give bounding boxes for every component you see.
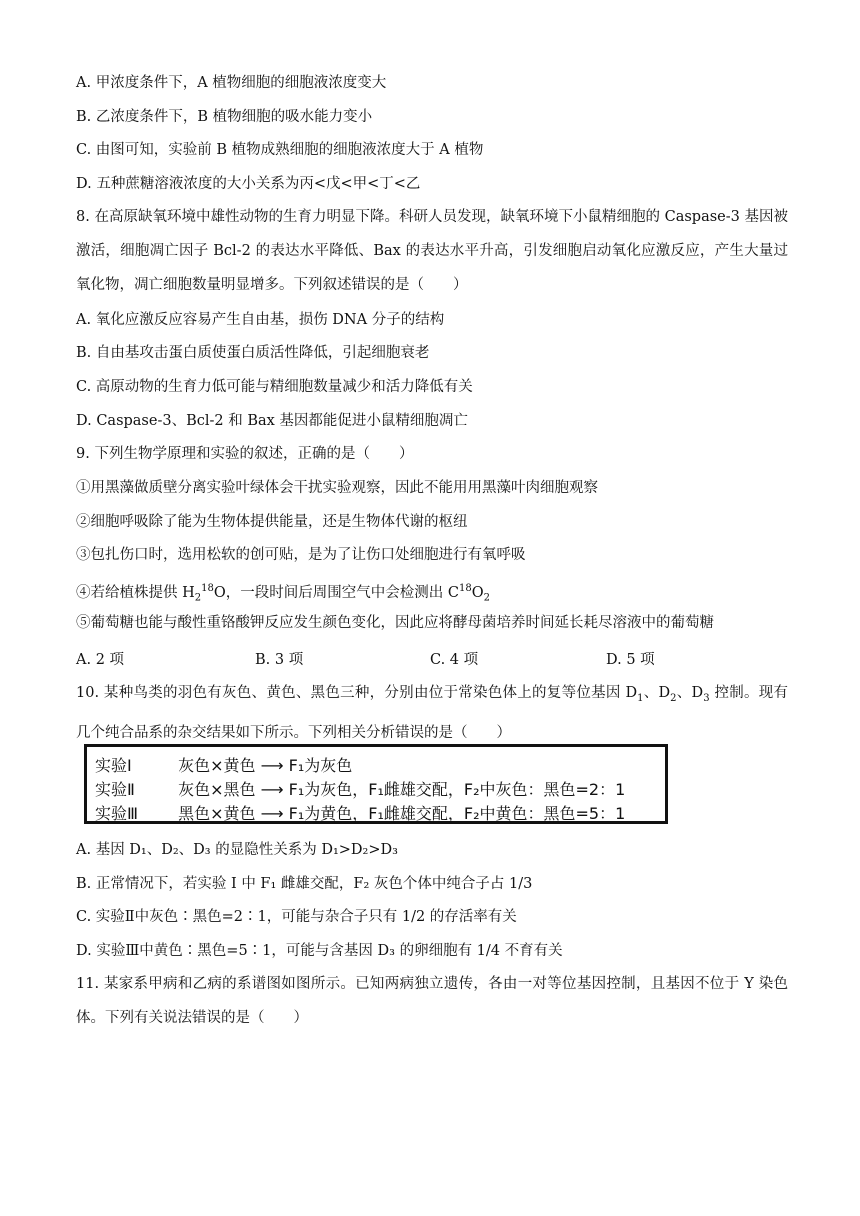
experiment-label: 实验Ⅱ xyxy=(95,780,135,799)
arrow-icon: ⟶ xyxy=(260,804,284,823)
experiment-row xyxy=(95,753,352,776)
q9-option-a: A. 2 项 xyxy=(76,652,125,668)
q9-statement-2: ②细胞呼吸除了能为生物体提供能量，还是生物体代谢的枢纽 xyxy=(76,514,468,530)
q9-statement-4: ④若给植株提供 $H_2^{18}O$，一段时间后周围空气中会检测出 $C^{18}O_2$ xyxy=(76,583,490,604)
experiment-label: 实验Ⅲ xyxy=(95,804,139,823)
q9-statement-1: ①用黑藻做质壁分离实验叶绿体会干扰实验观察，因此不能用用黑藻叶肉细胞观察 xyxy=(76,480,598,496)
experiment-label: 实验Ⅰ xyxy=(95,756,132,775)
experiment-table xyxy=(84,744,668,824)
q9-statement-5: ⑤葡萄糖也能与酸性重铬酸钾反应发生颜色变化，因此应将酵母菌培养时间延长耗尽溶液中的葡萄糖 xyxy=(76,615,714,631)
q10-option-a: A. 基因 D₁、D₂、D₃ 的显隐性关系为 D₁>D₂>D₃ xyxy=(76,842,398,858)
q9-option-d: D. 5 项 xyxy=(606,652,655,668)
arrow-icon: ⟶ xyxy=(260,780,284,799)
q10-option-d: D. 实验Ⅲ中黄色∶黑色=5∶1，可能与含基因 D₃ 的卵细胞有 1/4 不育有关 xyxy=(76,943,563,959)
q10-stem: 10. 某种鸟类的羽色有灰色、黄色、黑色三种，分别由位于常染色体上的复等位基因 $D_1$、$D_2$、$D_3$ 控制。现有几个纯合品系的杂交结果如下所示。下列相关分析错误的是（ ） xyxy=(76,685,788,741)
q8-option-c: C. 高原动物的生育力低可能与精细胞数量减少和活力降低有关 xyxy=(76,379,473,395)
experiment-result: F₁为黄色，F₁雌雄交配，F₂中黄色：黑色=5：1 xyxy=(288,804,626,823)
experiment-result: F₁为灰色 xyxy=(288,756,353,775)
experiment-row xyxy=(95,801,625,824)
q8-option-a: A. 氧化应激反应容易产生自由基，损伤 DNA 分子的结构 xyxy=(76,312,445,328)
q9-stem: 9. 下列生物学原理和实验的叙述，正确的是（ ） xyxy=(76,446,414,462)
q8-stem: 8. 在高原缺氧环境中雄性动物的生育力明显下降。科研人员发现，缺氧环境下小鼠精细胞的 Caspase-3 基因被激活，细胞凋亡因子 Bcl-2 的表达水平降低、Bax 的表达水平升高，引发细胞启动氧化应激反应，产生大量过氧化物，凋亡细胞数量明显增多。下列叙述错误的是（ ） xyxy=(76,209,788,293)
q7-option-c: C. 由图可知，实验前 B 植物成熟细胞的细胞液浓度大于 A 植物 xyxy=(76,142,484,158)
q10-option-b: B. 正常情况下，若实验 I 中 F₁ 雌雄交配，F₂ 灰色个体中纯合子占 1/3 xyxy=(76,876,533,892)
experiment-cross: 灰色×黄色 xyxy=(178,756,256,775)
experiment-row xyxy=(95,777,625,800)
q8-option-d: D. Caspase-3、Bcl-2 和 Bax 基因都能促进小鼠精细胞凋亡 xyxy=(76,413,468,429)
experiment-cross: 黑色×黄色 xyxy=(178,804,256,823)
arrow-icon: ⟶ xyxy=(260,756,284,775)
q11-stem: 11. 某家系甲病和乙病的系谱图如图所示。已知两病独立遗传，各由一对等位基因控制，且基因不位于 Y 染色体。下列有关说法错误的是（ ） xyxy=(76,976,788,1026)
q7-option-b: B. 乙浓度条件下，B 植物细胞的吸水能力变小 xyxy=(76,109,373,125)
q7-option-a: A. 甲浓度条件下，A 植物细胞的细胞液浓度变大 xyxy=(76,75,387,91)
q9-statement-3: ③包扎伤口时，选用松软的创可贴，是为了让伤口处细胞进行有氧呼吸 xyxy=(76,547,526,563)
q9-option-c: C. 4 项 xyxy=(430,652,479,668)
q9-option-b: B. 3 项 xyxy=(255,652,304,668)
q8-option-b: B. 自由基攻击蛋白质使蛋白质活性降低，引起细胞衰老 xyxy=(76,345,430,361)
experiment-result: F₁为灰色，F₁雌雄交配，F₂中灰色：黑色=2：1 xyxy=(288,780,626,799)
q10-option-c: C. 实验Ⅱ中灰色∶黑色=2∶1，可能与杂合子只有 1/2 的存活率有关 xyxy=(76,909,517,925)
q7-option-d: D. 五种蔗糖溶液浓度的大小关系为丙<戊<甲<丁<乙 xyxy=(76,176,421,192)
experiment-cross: 灰色×黑色 xyxy=(178,780,256,799)
